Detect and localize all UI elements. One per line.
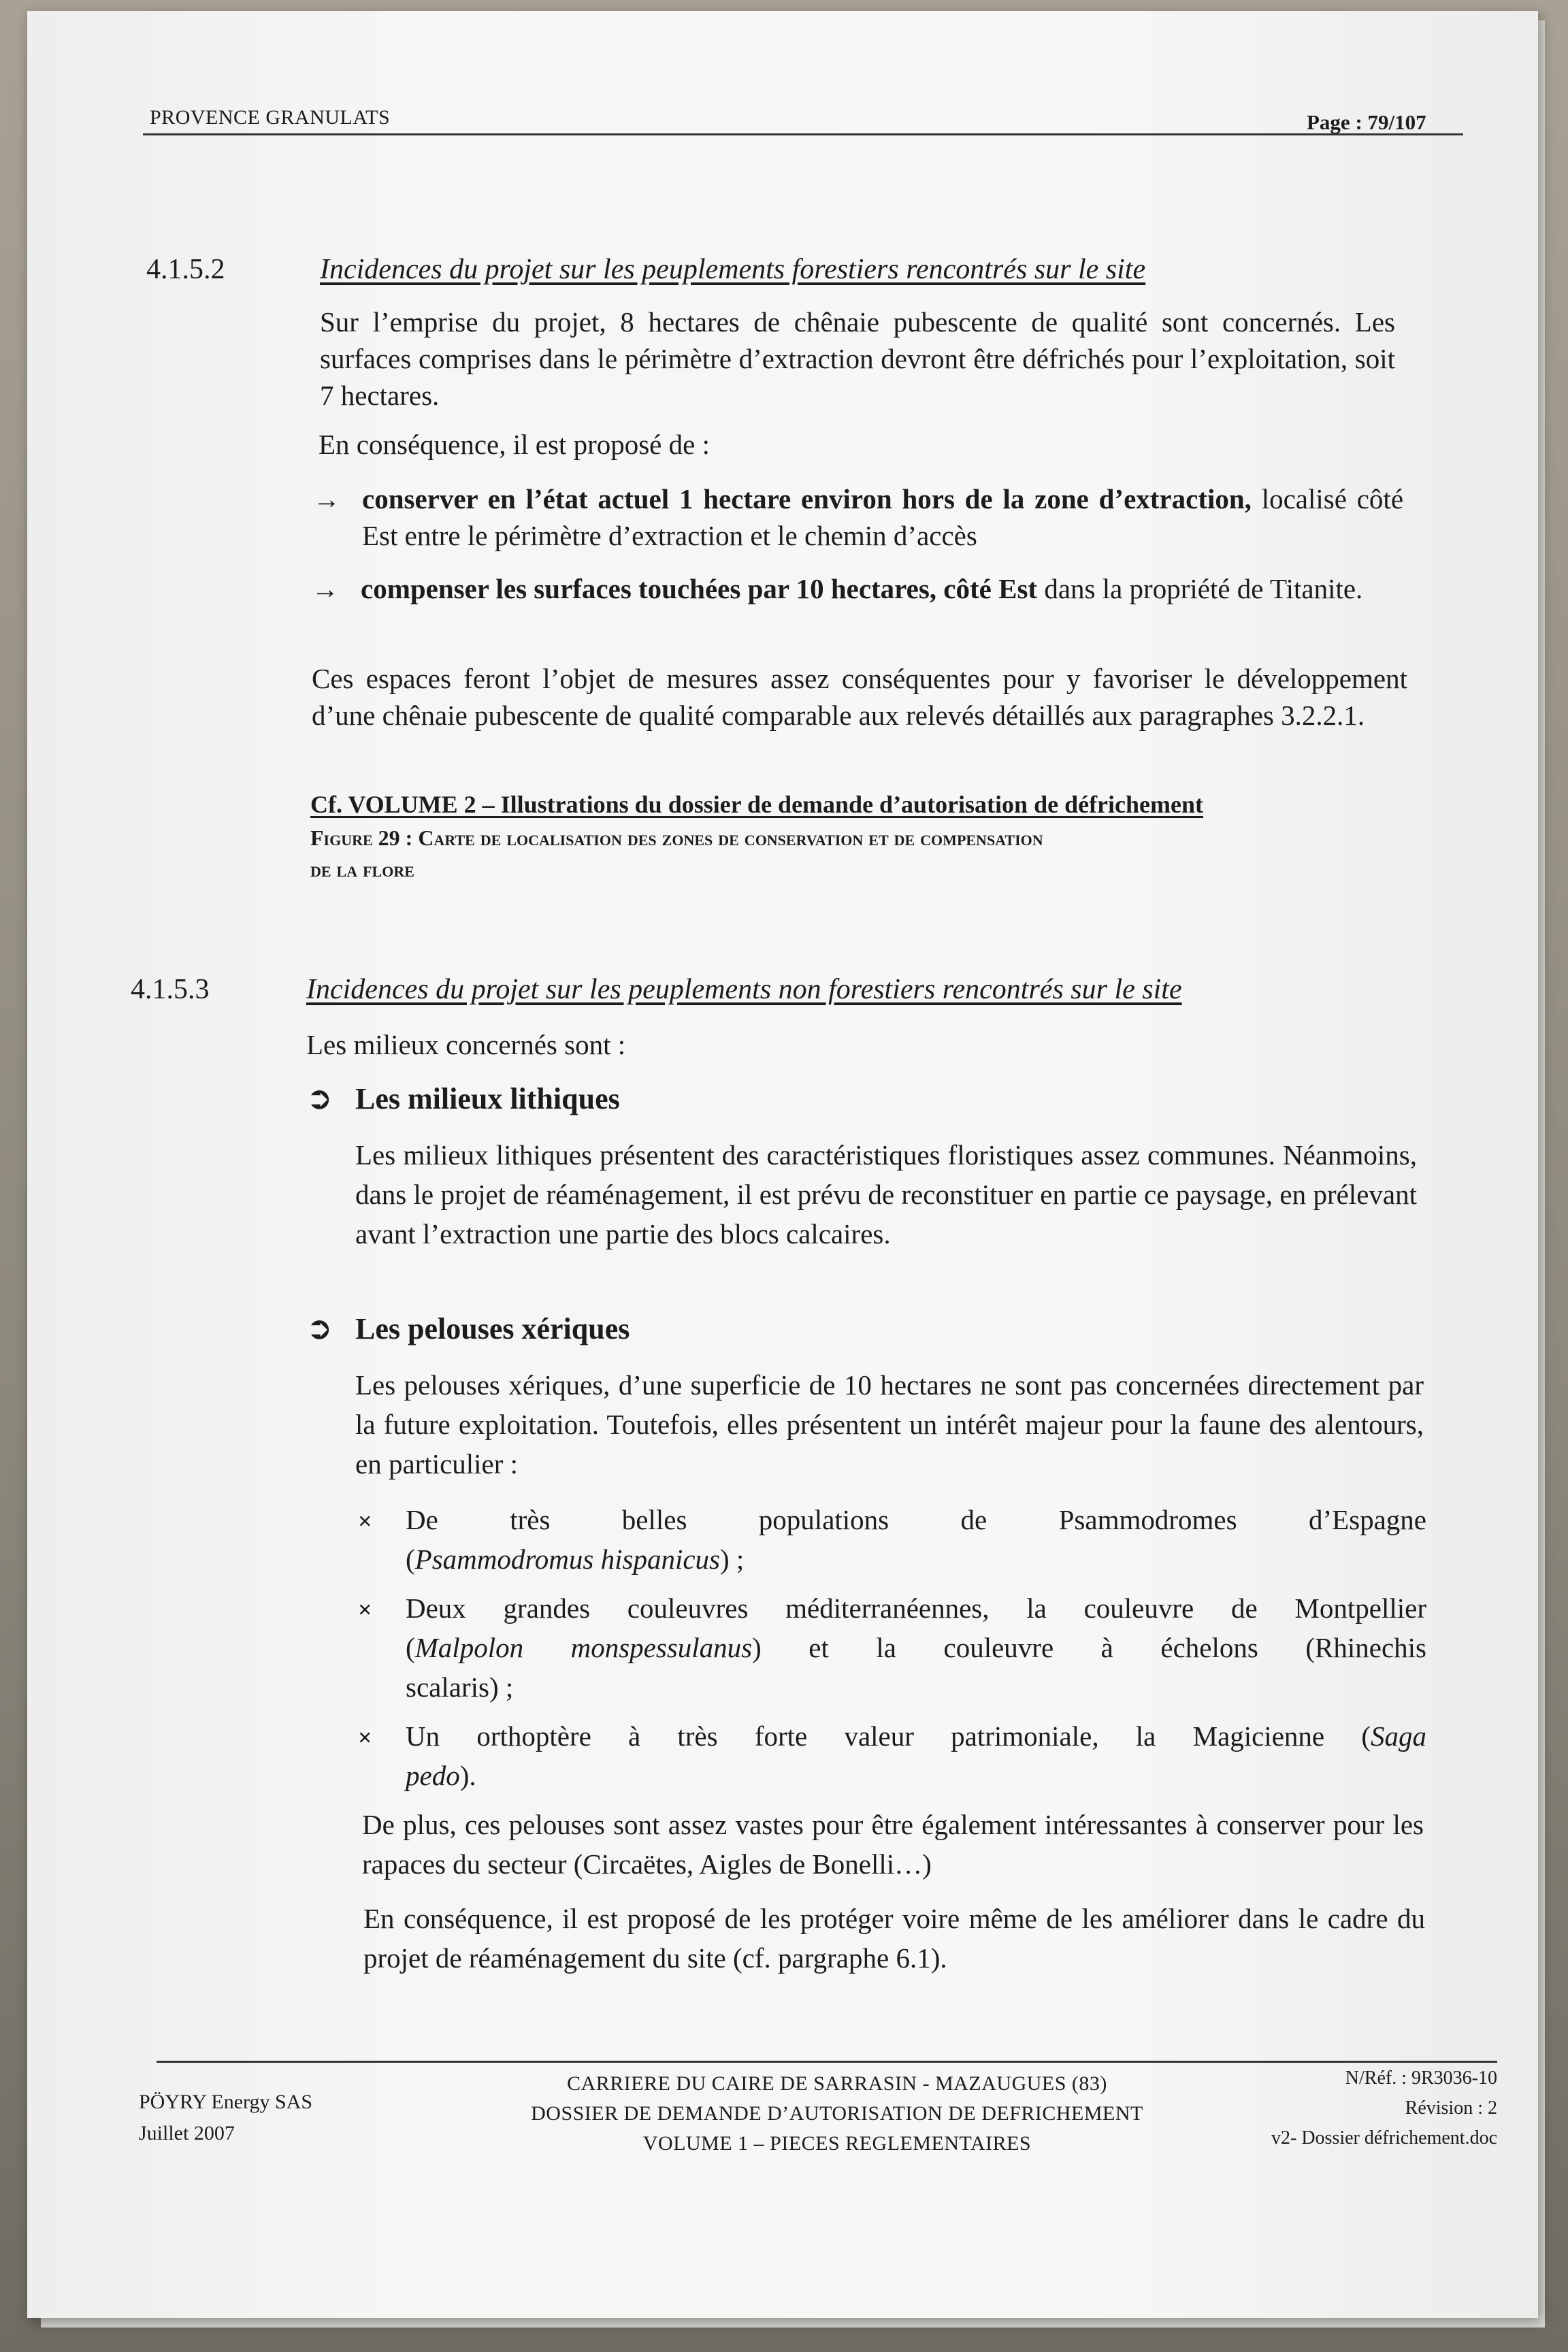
orthoptere-close: ).: [459, 1760, 476, 1791]
paren: (: [406, 1632, 415, 1663]
footer-filename: v2- Dossier défrichement.doc: [1271, 2127, 1497, 2149]
list-item-couleuvres-line3: scalaris) ;: [406, 1671, 514, 1703]
paragraph-emprise: Sur l’emprise du projet, 8 hectares de chênaie pubescente de qualité sont concernés. Les surfaces comprises dans le périmètre d’extraction devront être défrichés pour l’exploitation, soit 7 hectares.: [320, 306, 1395, 411]
list-item-orthoptere-line1: [406, 1716, 1426, 1756]
heading-pelouses-xeriques: Les pelouses xériques: [355, 1312, 630, 1345]
footer-reference: N/Réf. : 9R3036-10: [1345, 2068, 1497, 2089]
figure-caption-line1: Figure 29 : Carte de localisation des zones de conservation et de compensation: [310, 826, 1043, 850]
list-item-psammodromes-line2: [406, 1539, 1426, 1579]
paragraph-pelouses: Les pelouses xériques, d’une superficie de 10 hectares ne sont pas concernées directement par la future exploitation. Toutefois, elles présentent un intérêt majeur pour la faune des alentours, en particulier :: [355, 1369, 1424, 1480]
header-company: PROVENCE GRANULATS: [150, 106, 391, 129]
section-title-4153: Incidences du projet sur les peuplements non forestiers rencontrés sur le site: [306, 974, 1182, 1005]
paragraph-consequence: En conséquence, il est proposé de :: [318, 429, 710, 460]
paragraph-milieux-intro: Les milieux concernés sont :: [306, 1029, 626, 1060]
species-name: Malpolon monspessulanus: [414, 1632, 753, 1663]
footer-revision: Révision : 2: [1405, 2097, 1497, 2119]
list-item-psammodromes: [406, 1500, 1426, 1579]
paren-close: ) ;: [720, 1544, 745, 1575]
footer-date: Juillet 2007: [139, 2122, 235, 2144]
list-item-orthoptere-line2: [406, 1756, 1426, 1795]
species-name: Psammodromus hispanicus: [414, 1544, 721, 1575]
list-item-couleuvres-line2: [406, 1628, 1426, 1667]
document-page: [27, 11, 1538, 2318]
cross-bullet-icon: ×: [358, 1724, 372, 1751]
section-number-4152: 4.1.5.2: [146, 254, 225, 285]
footer-company: PÖYRY Energy SAS: [139, 2091, 313, 2113]
footer-rule: [157, 2061, 1497, 2063]
cross-bullet-icon: ×: [358, 1507, 372, 1535]
list-item-couleuvres: [406, 1588, 1426, 1707]
arrow-item-conserver-text: localisé côté Est entre le périmètre d’extraction et le chemin d’accès: [362, 483, 1404, 551]
arrow-item-conserver: [362, 480, 1403, 554]
paragraph-espaces: Ces espaces feront l’objet de mesures assez conséquentes pour y favoriser le développement d’une chênaie pubescente de qualité comparable aux relevés détaillés aux paragraphes 3.2.2.1.: [312, 663, 1407, 731]
arrow-icon: →: [312, 574, 339, 604]
volume-reference: Cf. VOLUME 2 – Illustrations du dossier de demande d’autorisation de défrichement: [310, 791, 1203, 818]
list-item-couleuvres-line1: Deux grandes couleuvres méditerranéennes, la couleuvre de Montpellier: [406, 1592, 1426, 1624]
list-item-orthoptere: [406, 1716, 1426, 1795]
species-name: Saga: [1371, 1720, 1426, 1752]
section-title-4152: Incidences du projet sur les peuplements forestiers rencontrés sur le site: [320, 254, 1146, 285]
paragraph-conclusion: En conséquence, il est proposé de les protéger voire même de les améliorer dans le cadre du projet de réaménagement du site (cf. pargraphe 6.1).: [363, 1903, 1425, 1974]
arrow-icon: →: [313, 484, 340, 514]
arrow-item-compenser-bold: compenser les surfaces touchées par 10 hectares, côté Est: [361, 573, 1038, 604]
footer-center: [463, 2069, 1211, 2159]
header-page-number: Page : 79/107: [1307, 110, 1426, 134]
hook-arrow-icon: ➲: [306, 1311, 333, 1345]
hook-arrow-icon: ➲: [306, 1081, 333, 1115]
footer-left: [139, 2087, 312, 2149]
species-name: pedo: [406, 1760, 460, 1791]
footer-site: CARRIERE DU CAIRE DE SARRASIN - MAZAUGUES (83): [567, 2072, 1107, 2095]
footer-dossier: DOSSIER DE DEMANDE D’AUTORISATION DE DEFRICHEMENT: [531, 2102, 1143, 2125]
arrow-item-compenser: [361, 570, 1402, 607]
paragraph-rapaces: De plus, ces pelouses sont assez vastes pour être également intéressantes à conserver pour les rapaces du secteur (Circaëtes, Aigles de Bonelli…): [362, 1809, 1424, 1880]
paragraph-lithiques: Les milieux lithiques présentent des caractéristiques floristiques assez communes. Néanmoins, dans le projet de réaménagement, il est prévu de reconstituer en partie ce paysage, en prélevant avant l’extraction une partie des blocs calcaires.: [355, 1139, 1417, 1250]
heading-milieux-lithiques: Les milieux lithiques: [355, 1082, 620, 1115]
paren: (: [406, 1544, 415, 1575]
couleuvres-rest: ) et la couleuvre à échelons (Rhinechis: [752, 1632, 1426, 1663]
section-number-4153: 4.1.5.3: [131, 974, 210, 1005]
figure-caption-line2: de la flore: [310, 857, 414, 881]
footer-volume: VOLUME 1 – PIECES REGLEMENTAIRES: [642, 2132, 1032, 2155]
arrow-item-conserver-bold: conserver en l’état actuel 1 hectare environ hors de la zone d’extraction,: [362, 483, 1252, 514]
list-item-psammodromes-line1: De très belles populations de Psammodromes d’Espagne: [406, 1504, 1426, 1535]
arrow-item-compenser-text: dans la propriété de Titanite.: [1044, 573, 1363, 604]
header-rule: [143, 133, 1463, 135]
cross-bullet-icon: ×: [358, 1596, 372, 1623]
footer-right: [1143, 2063, 1497, 2153]
orthoptere-text: Un orthoptère à très forte valeur patrimoniale, la Magicienne (: [406, 1720, 1371, 1752]
